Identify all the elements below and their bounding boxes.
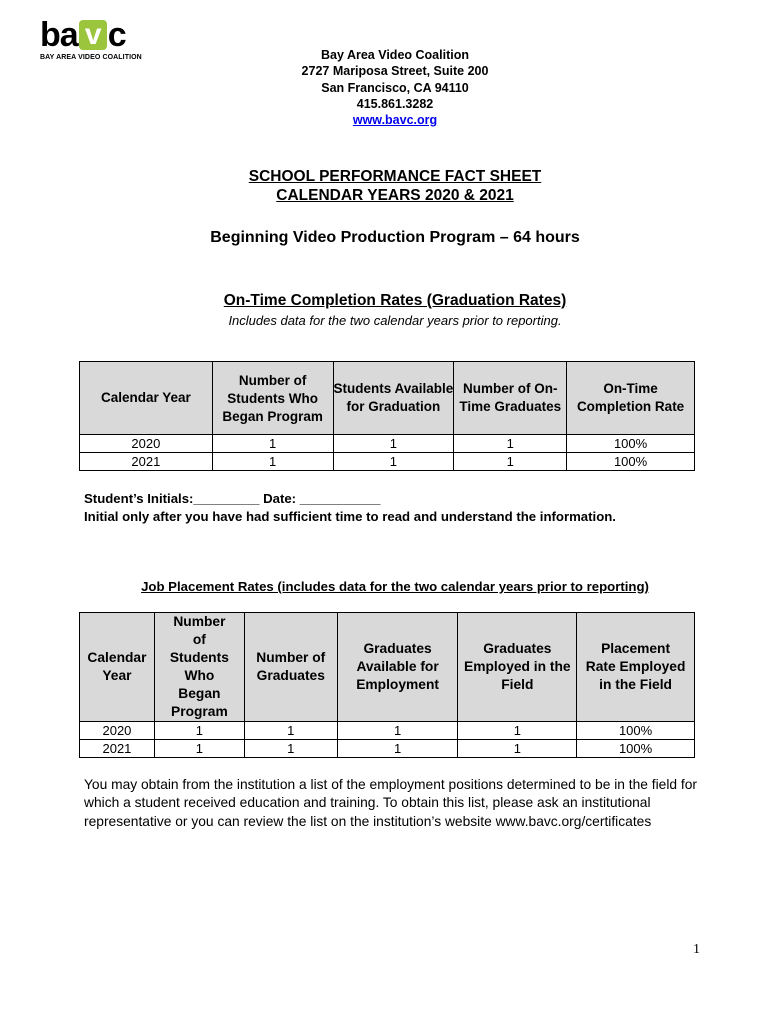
table-row <box>80 453 695 471</box>
org-website-link[interactable]: www.bavc.org <box>352 113 438 128</box>
completion-rates-table <box>79 361 695 471</box>
table-cell: 100% <box>577 722 695 740</box>
table-cell: 1 <box>458 722 577 740</box>
col-header: On-Time Completion Rate <box>567 362 695 435</box>
table-cell: 100% <box>567 435 695 453</box>
title-line-2: CALENDAR YEARS 2020 & 2021 <box>276 187 514 204</box>
table-cell: 1 <box>454 453 567 471</box>
col-header: Number of On-Time Graduates <box>454 362 567 435</box>
table-cell: 1 <box>337 722 458 740</box>
fact-sheet-title <box>0 167 770 205</box>
col-header: Students Available for Graduation <box>333 362 454 435</box>
table-cell: 1 <box>154 722 244 740</box>
table-cell: 1 <box>244 722 337 740</box>
org-city: San Francisco, CA 94110 <box>321 80 469 95</box>
table-cell: 100% <box>567 453 695 471</box>
completion-subheading: Includes data for the two calendar years prior to reporting. <box>228 313 562 328</box>
table-cell: 2021 <box>80 740 155 758</box>
table-cell: 1 <box>212 453 333 471</box>
table-cell: 2021 <box>80 453 213 471</box>
table-row <box>80 740 695 758</box>
col-header: Graduates Employed in the Field <box>458 613 577 722</box>
table-row <box>80 435 695 453</box>
program-title: Beginning Video Production Program – 64 hours <box>210 229 580 246</box>
table-row <box>80 722 695 740</box>
table-cell: 2020 <box>80 722 155 740</box>
table-cell: 100% <box>577 740 695 758</box>
col-header: Graduates Available for Employment <box>337 613 458 722</box>
col-header: Number of Graduates <box>244 613 337 722</box>
logo-tagline: BAY AREA VIDEO COALITION <box>40 54 142 61</box>
completion-heading: On-Time Completion Rates (Graduation Rates) <box>223 292 567 309</box>
initials-instruction: Initial only after you have had sufficient time to read and understand the information. <box>84 509 616 524</box>
initials-line: Student’s Initials:_________ Date: ___________ <box>84 491 381 506</box>
address-block <box>0 47 770 128</box>
table-header-row <box>80 613 695 722</box>
table-cell: 2020 <box>80 435 213 453</box>
table-cell: 1 <box>212 435 333 453</box>
col-header: Number of Students Who Began Program <box>212 362 333 435</box>
page-number: 1 <box>693 942 700 957</box>
title-line-1: SCHOOL PERFORMANCE FACT SHEET <box>248 168 542 185</box>
placement-rates-table <box>79 612 695 758</box>
table-cell: 1 <box>333 453 454 471</box>
table-header-row <box>80 362 695 435</box>
certificates-paragraph: You may obtain from the institution a list of the employment positions determined to be in the field for which a student received education and training. To obtain this list, please ask an institutional representative or you can review the list on the institution’s website www.bavc.org/certificates <box>84 777 698 829</box>
org-phone: 415.861.3282 <box>356 96 434 111</box>
table-cell: 1 <box>333 435 454 453</box>
col-header: Calendar Year <box>80 362 213 435</box>
org-street: 2727 Mariposa Street, Suite 200 <box>301 64 489 79</box>
org-name: Bay Area Video Coalition <box>321 48 469 62</box>
col-header: Calendar Year <box>80 613 155 722</box>
logo-wordmark: ba v c <box>40 16 126 54</box>
table-cell: 1 <box>458 740 577 758</box>
table-cell: 1 <box>337 740 458 758</box>
placement-heading: Job Placement Rates (includes data for the two calendar years prior to reporting) <box>141 579 649 594</box>
col-header: Placement Rate Employed in the Field <box>577 613 695 722</box>
col-header: Number of Students Who Began Program <box>154 613 244 722</box>
table-cell: 1 <box>454 435 567 453</box>
logo-v-mark: v <box>79 20 107 50</box>
table-cell: 1 <box>244 740 337 758</box>
table-cell: 1 <box>154 740 244 758</box>
